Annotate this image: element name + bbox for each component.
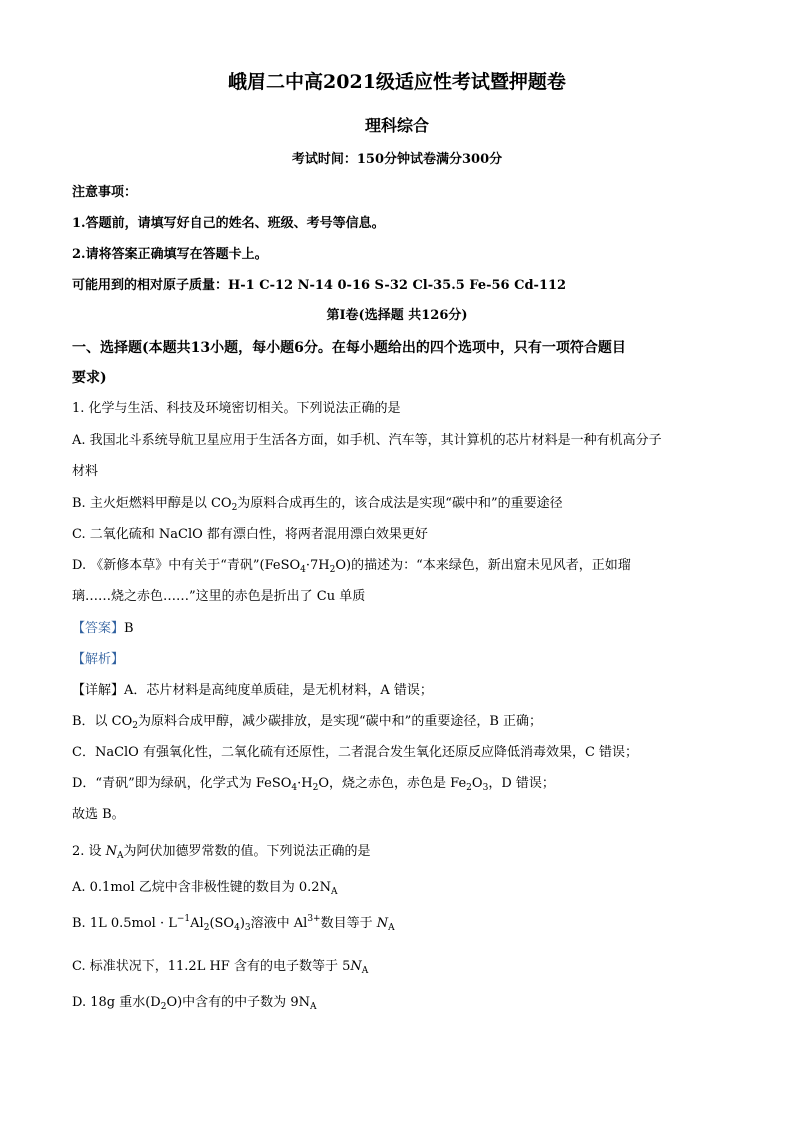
q1-d-text-pre: D. 《新修本草》中有关于“青矾”(FeSO	[72, 558, 301, 573]
q1-option-d-line1	[72, 556, 631, 576]
q2-b-var: N	[376, 916, 389, 931]
q1-answer	[72, 619, 134, 639]
q1-explanation-d	[72, 774, 555, 794]
q1-explanation-c: C．NaClO 有强氧化性，二氧化硫有还原性，二者混合发生氧化还原反应降低消毒效果，C 错误；	[72, 745, 639, 760]
q1-conclusion: 故选 B。	[72, 807, 125, 822]
q2-a-text: A. 0.1mol 乙烷中含非极性键的数目为 0.2N	[72, 880, 331, 895]
exp-d-sub4: 3	[482, 783, 489, 793]
explanation-a-text: A．芯片材料是高纯度单质硅，是无机材料，A 错误；	[124, 683, 433, 698]
q1-option-a-line2: 材料	[72, 464, 99, 479]
q1-explanation-b	[72, 712, 542, 732]
q2-b-mid5: 数目等于	[320, 916, 377, 931]
detail-label: 【详解】	[72, 683, 125, 698]
exp-d-mid3: O	[471, 776, 483, 791]
q2-stem-pre: 2. 设	[72, 844, 106, 859]
section-title: 第Ⅰ卷(选择题 共126分)	[326, 308, 468, 323]
exam-time: 考试时间：150分钟试卷满分300分	[291, 152, 503, 167]
q1-option-a-line1: A. 我国北斗系统导航卫星应用于生活各方面，如手机、汽车等，其计算机的芯片材料是一种有机高分子	[72, 433, 662, 448]
exp-d-sub2: 2	[312, 783, 319, 793]
q1-d-sub2: 2	[329, 565, 336, 575]
atomic-mass-line: 可能用到的相对原子质量：H-1 C-12 N-14 0-16 S-32 Cl-35.5 Fe-56 Cd-112	[72, 278, 567, 293]
q2-a-sub: A	[330, 887, 338, 897]
q2-option-c	[72, 957, 368, 977]
q2-b-sup2: 3+	[307, 914, 321, 924]
exp-d-pre: D．“青矾”即为绿矾，化学式为 FeSO	[72, 776, 292, 791]
q2-stem	[72, 842, 371, 862]
q2-d-sub2: A	[309, 1002, 317, 1012]
exp-b-post: 为原料合成甲醇，减少碳排放，是实现“碳中和”的重要途径，B 正确；	[138, 714, 543, 729]
q2-b-sup: −1	[176, 914, 191, 924]
q2-b-mid3: )	[239, 916, 245, 931]
q2-option-b	[72, 914, 395, 934]
q1-explanation-a	[72, 681, 433, 701]
q1-b-text-pre: B. 主火炬燃料甲醇是以 CO	[72, 496, 232, 511]
q2-d-sub1: 2	[160, 1002, 167, 1012]
exp-d-mid: ·H	[297, 776, 313, 791]
q2-b-mid4: 溶液中 Al	[250, 916, 308, 931]
q1-d-text-post: O)的描述为：“本来绿色，新出窟未见风者，正如瑠	[335, 558, 631, 573]
answer-value: B	[124, 621, 134, 636]
section-instruction-1: 一、选择题(本题共13小题，每小题6分。在每小题给出的四个选项中，只有一项符合题目	[72, 340, 626, 356]
notes-item-2: 2.请将答案正确填写在答题卡上。	[72, 247, 268, 262]
q2-c-var-sub: A	[361, 966, 369, 976]
q1-d-text-mid: ·7H	[305, 558, 330, 573]
q2-stem-var: N	[105, 844, 118, 859]
q2-b-sub3: 3	[244, 923, 251, 933]
q1-stem: 1. 化学与生活、科技及环境密切相关。下列说法正确的是	[72, 401, 401, 416]
q1-b-sub: 2	[231, 503, 238, 513]
section-instruction-2: 要求)	[72, 370, 107, 386]
q2-stem-var-sub: A	[117, 851, 124, 861]
q2-option-a	[72, 878, 337, 898]
q2-b-mid: Al	[190, 916, 204, 931]
q2-c-pre: C. 标准状况下，11.2L HF 含有的电子数等于 5	[72, 959, 351, 974]
exp-d-sub1: 4	[291, 783, 298, 793]
exp-d-mid2: O，烧之赤色，赤色是 Fe	[318, 776, 467, 791]
q1-option-c: C. 二氧化硫和 NaClO 都有漂白性，将两者混用漂白效果更好	[72, 527, 428, 542]
q2-stem-post: 为阿伏加德罗常数的值。下列说法正确的是	[123, 844, 371, 859]
exam-title: 峨眉二中高2021级适应性考试暨押题卷	[228, 71, 566, 93]
q1-option-d-line2: 璃……烧之赤色……”这里的赤色是折出了 Cu 单质	[72, 589, 366, 604]
q1-d-sub1: 4	[300, 565, 306, 575]
exp-b-pre: B．以 CO	[72, 714, 133, 729]
q1-b-text-post: 为原料合成再生的，该合成法是实现“碳中和”的重要途径	[237, 496, 563, 511]
notes-heading: 注意事项：	[72, 185, 138, 200]
exp-d-post: ，D 错误；	[488, 776, 555, 791]
q2-d-pre: D. 18g 重水(D	[72, 995, 161, 1010]
analysis-label: 【解析】	[72, 652, 125, 667]
q2-option-d	[72, 993, 316, 1013]
answer-label: 【答案】	[72, 621, 125, 636]
subject-title: 理科综合	[364, 116, 429, 135]
q2-d-mid: O)中含有的中子数为 9N	[166, 995, 310, 1010]
q2-b-var-sub: A	[388, 923, 395, 933]
exp-b-sub: 2	[132, 721, 139, 731]
notes-item-1: 1.答题前，请填写好自己的姓名、班级、考号等信息。	[72, 216, 385, 231]
q2-b-pre: B. 1L 0.5mol · L	[72, 916, 177, 931]
exp-d-sub3: 2	[466, 783, 472, 793]
q1-option-b	[72, 494, 563, 514]
q2-b-sub2: 4	[234, 923, 240, 933]
q2-c-var: N	[350, 959, 362, 974]
q2-b-sub1: 2	[203, 923, 210, 933]
q2-b-mid2: (SO	[209, 916, 235, 931]
